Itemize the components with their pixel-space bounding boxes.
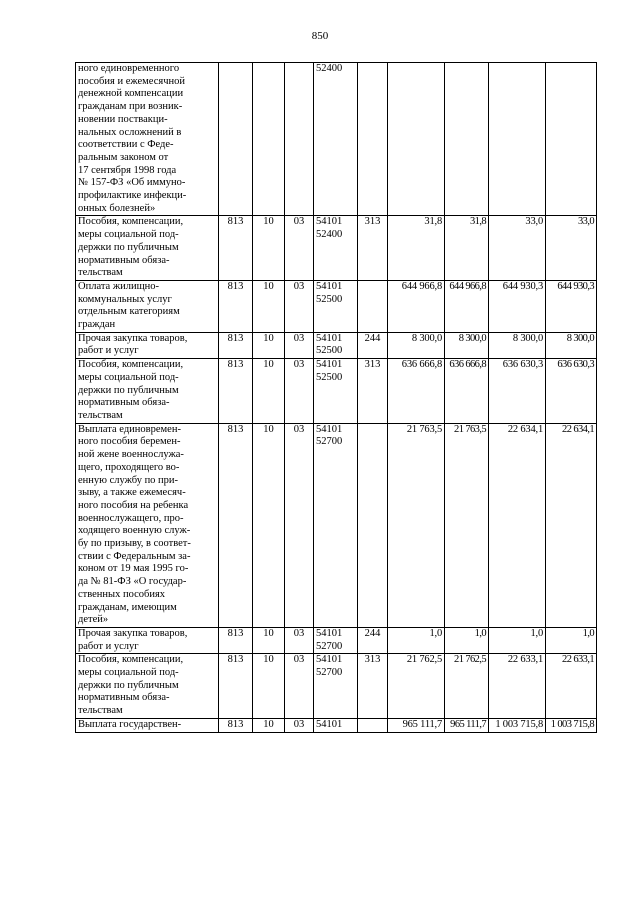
row-description: Оплата жилищно- коммунальных услуг отдельным категориям граждан xyxy=(76,280,219,332)
expense-type-code: 313 xyxy=(358,654,388,719)
amount-1: 644 966,8 xyxy=(388,280,445,332)
table-row xyxy=(76,63,597,216)
target-article-code: 52400 xyxy=(314,63,358,216)
amount-3: 1 003 715,8 xyxy=(489,718,546,732)
ministry-code: 813 xyxy=(219,718,253,732)
amount-2: 1,0 xyxy=(445,627,489,653)
amount-2 xyxy=(445,63,489,216)
amount-4: 1 003 715,8 xyxy=(546,718,597,732)
expense-type-code: 313 xyxy=(358,216,388,281)
target-article-code: 54101 52400 xyxy=(314,216,358,281)
section-code: 10 xyxy=(253,718,285,732)
amount-1: 31,8 xyxy=(388,216,445,281)
target-article-code: 54101 52500 xyxy=(314,332,358,358)
subsection-code: 03 xyxy=(285,423,314,627)
section-code: 10 xyxy=(253,280,285,332)
amount-1: 21 762,5 xyxy=(388,654,445,719)
amount-3: 636 630,3 xyxy=(489,359,546,424)
target-article-code: 54101 52700 xyxy=(314,627,358,653)
table-row xyxy=(76,423,597,627)
table-body xyxy=(76,63,597,733)
table-row xyxy=(76,718,597,732)
amount-3 xyxy=(489,63,546,216)
ministry-code: 813 xyxy=(219,359,253,424)
row-description: Прочая закупка товаров, работ и услуг xyxy=(76,627,219,653)
amount-3: 33,0 xyxy=(489,216,546,281)
expense-type-code: 244 xyxy=(358,627,388,653)
amount-4: 8 300,0 xyxy=(546,332,597,358)
amount-3: 1,0 xyxy=(489,627,546,653)
subsection-code xyxy=(285,63,314,216)
row-description: Пособия, компенсации, меры социальной под- держки по публичным нормативным обяза- тельствам xyxy=(76,654,219,719)
ministry-code: 813 xyxy=(219,423,253,627)
table-row xyxy=(76,332,597,358)
subsection-code: 03 xyxy=(285,718,314,732)
target-article-code: 54101 52500 xyxy=(314,359,358,424)
ministry-code: 813 xyxy=(219,280,253,332)
subsection-code: 03 xyxy=(285,359,314,424)
target-article-code: 54101 52500 xyxy=(314,280,358,332)
target-article-code: 54101 52700 xyxy=(314,423,358,627)
amount-4: 22 634,1 xyxy=(546,423,597,627)
amount-2: 21 762,5 xyxy=(445,654,489,719)
amount-1 xyxy=(388,63,445,216)
row-description: Выплата единовремен- ного пособия беремен- ной жене военнослужа- щего, проходящего во- енную службу по при- зыву, а также ежемесяч- ного пособия на ребенка военнослужащего, про- ходящего военную служ- бу по призыву, в соответ- ствии с Федеральным за- коном от 19 мая 1995 го- да № 81-ФЗ «О государ- ственных пособиях гражданам, имеющим детей» xyxy=(76,423,219,627)
amount-3: 22 634,1 xyxy=(489,423,546,627)
page-number: 850 xyxy=(311,30,329,42)
subsection-code: 03 xyxy=(285,280,314,332)
amount-3: 8 300,0 xyxy=(489,332,546,358)
subsection-code: 03 xyxy=(285,332,314,358)
amount-1: 1,0 xyxy=(388,627,445,653)
amount-4 xyxy=(546,63,597,216)
amount-4: 1,0 xyxy=(546,627,597,653)
row-description: Пособия, компенсации, меры социальной под- держки по публичным нормативным обяза- тельствам xyxy=(76,216,219,281)
target-article-code: 54101 52700 xyxy=(314,654,358,719)
section-code: 10 xyxy=(253,332,285,358)
amount-2: 636 666,8 xyxy=(445,359,489,424)
amount-4: 644 930,3 xyxy=(546,280,597,332)
section-code: 10 xyxy=(253,627,285,653)
amount-1: 21 763,5 xyxy=(388,423,445,627)
expense-type-code xyxy=(358,63,388,216)
table-row xyxy=(76,654,597,719)
amount-3: 644 930,3 xyxy=(489,280,546,332)
expense-type-code: 244 xyxy=(358,332,388,358)
row-description: ного единовременного пособия и ежемесячной денежной компенсации гражданам при возник- новении поствакци- нальных осложнений в соответствии с Феде- ральным законом от 17 сентября 1998 года № 157-ФЗ «Об иммуно- профилактике инфекци- онных болезней» xyxy=(76,63,219,216)
table-row xyxy=(76,216,597,281)
table-row xyxy=(76,627,597,653)
expense-type-code: 313 xyxy=(358,359,388,424)
table-row xyxy=(76,280,597,332)
subsection-code: 03 xyxy=(285,216,314,281)
amount-2: 8 300,0 xyxy=(445,332,489,358)
ministry-code: 813 xyxy=(219,654,253,719)
ministry-code xyxy=(219,63,253,216)
row-description: Выплата государствен- xyxy=(76,718,219,732)
amount-3: 22 633,1 xyxy=(489,654,546,719)
section-code: 10 xyxy=(253,359,285,424)
target-article-code: 54101 xyxy=(314,718,358,732)
amount-2: 31,8 xyxy=(445,216,489,281)
subsection-code: 03 xyxy=(285,654,314,719)
amount-1: 636 666,8 xyxy=(388,359,445,424)
ministry-code: 813 xyxy=(219,216,253,281)
amount-2: 965 111,7 xyxy=(445,718,489,732)
budget-table xyxy=(75,62,597,733)
amount-2: 21 763,5 xyxy=(445,423,489,627)
ministry-code: 813 xyxy=(219,627,253,653)
amount-1: 965 111,7 xyxy=(388,718,445,732)
section-code: 10 xyxy=(253,423,285,627)
subsection-code: 03 xyxy=(285,627,314,653)
amount-1: 8 300,0 xyxy=(388,332,445,358)
ministry-code: 813 xyxy=(219,332,253,358)
section-code: 10 xyxy=(253,216,285,281)
expense-type-code xyxy=(358,280,388,332)
amount-4: 636 630,3 xyxy=(546,359,597,424)
amount-2: 644 966,8 xyxy=(445,280,489,332)
expense-type-code xyxy=(358,423,388,627)
amount-4: 33,0 xyxy=(546,216,597,281)
section-code xyxy=(253,63,285,216)
section-code: 10 xyxy=(253,654,285,719)
table-row xyxy=(76,359,597,424)
row-description: Прочая закупка товаров, работ и услуг xyxy=(76,332,219,358)
expense-type-code xyxy=(358,718,388,732)
amount-4: 22 633,1 xyxy=(546,654,597,719)
row-description: Пособия, компенсации, меры социальной под- держки по публичным нормативным обяза- тельствам xyxy=(76,359,219,424)
